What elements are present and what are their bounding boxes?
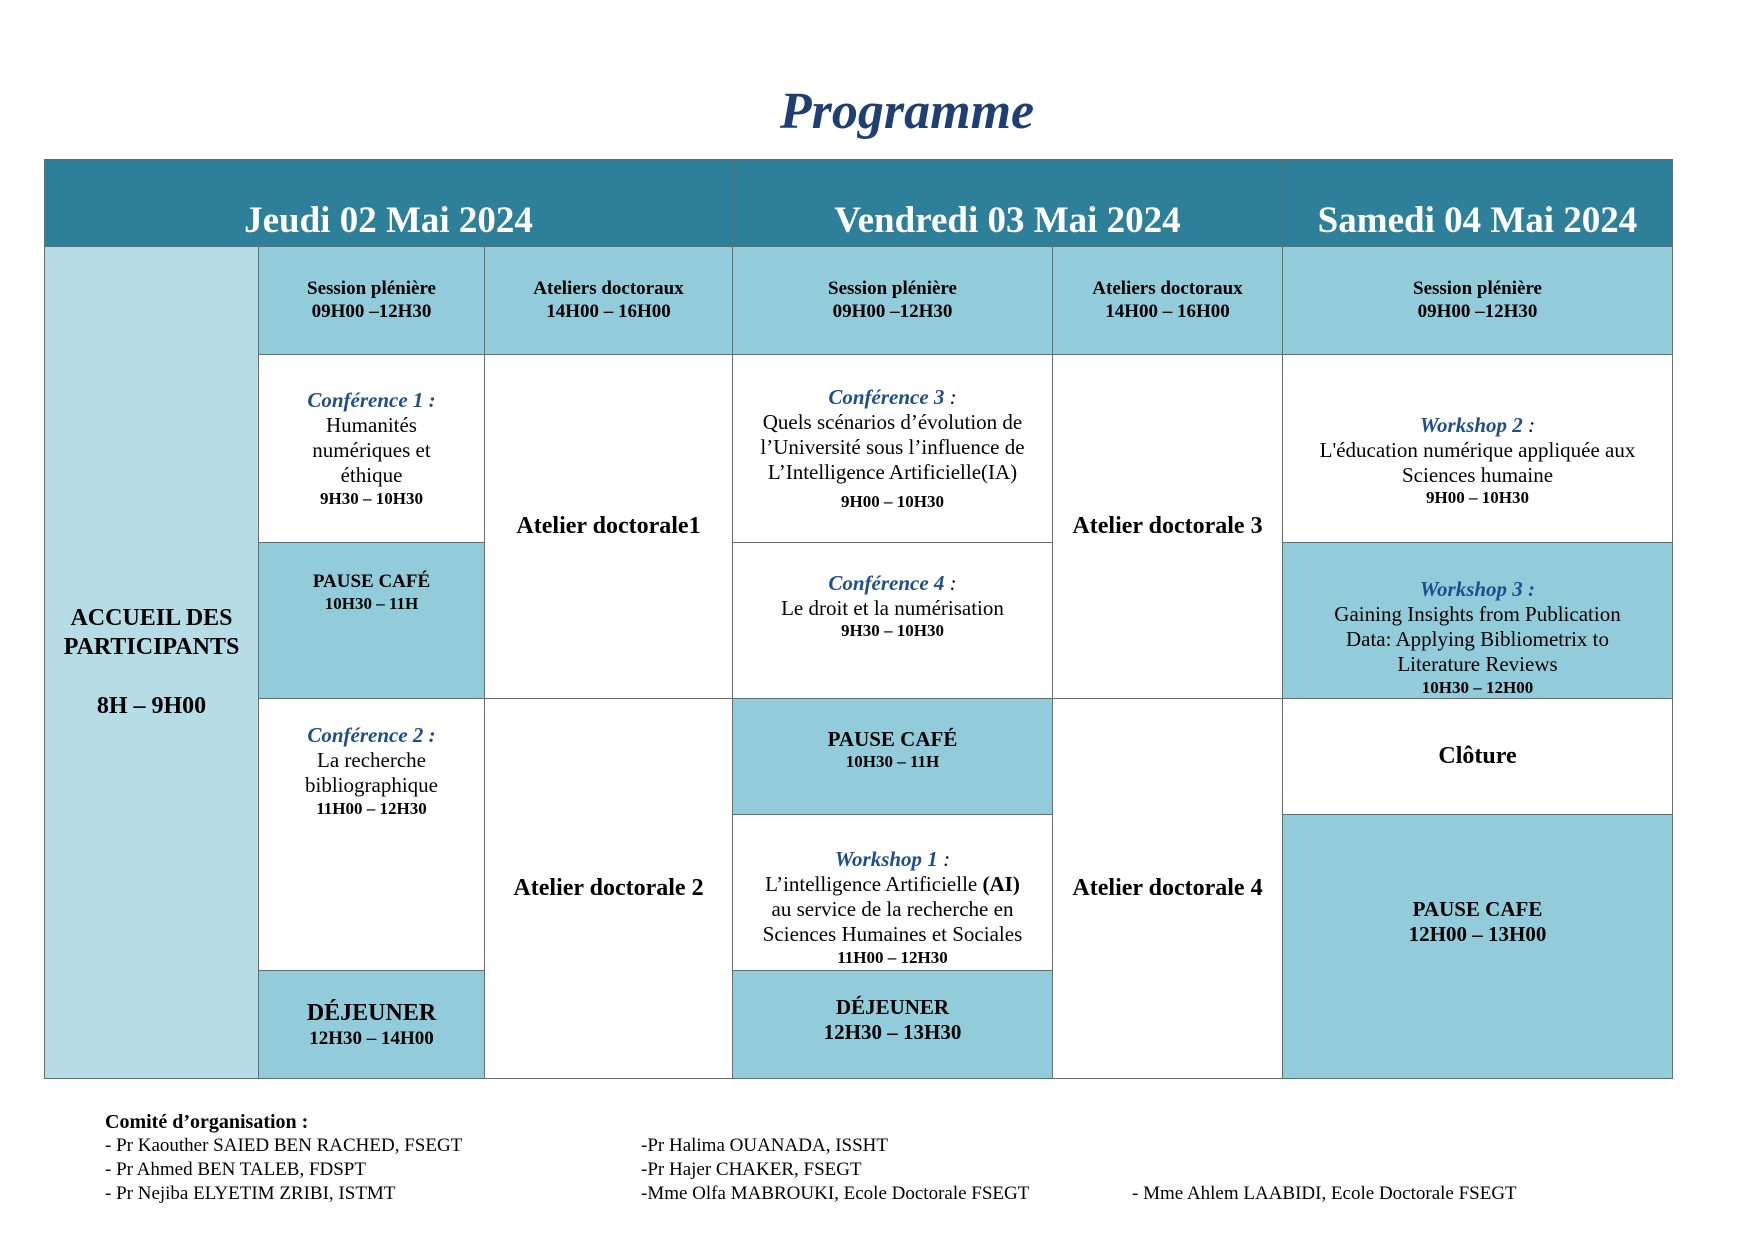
committee-member: -Pr Hajer CHAKER, FSEGT <box>641 1159 862 1180</box>
committee-member: - Mme Ahlem LAABIDI, Ecole Doctorale FSEGT <box>1132 1183 1517 1204</box>
committee-member: -Pr Halima OUANADA, ISSHT <box>641 1135 888 1156</box>
subheader-d2-ateliers: Ateliers doctoraux 14H00 – 16H00 <box>1052 246 1283 355</box>
subheader-d3-plenary: Session plénière 09H00 –12H30 <box>1282 246 1673 355</box>
pause-cafe-d1: PAUSE CAFÉ 10H30 – 11H <box>258 542 485 699</box>
workshop-3: Workshop 3 : Gaining Insights from Publication Data: Applying Bibliometrix to Literature Reviews 10H30 – 12H00 <box>1282 542 1673 699</box>
workshop-1: Workshop 1 : L’intelligence Artificielle (AI) au service de la recherche en Sciences Humaines et Sociales 11H00 – 12H30 <box>732 814 1053 971</box>
committee-member: -Mme Olfa MABROUKI, Ecole Doctorale FSEGT <box>641 1183 1030 1204</box>
committee-member: - Pr Nejiba ELYETIM ZRIBI, ISTMT <box>105 1183 396 1204</box>
atelier-doctorale-1: Atelier doctorale1 <box>484 354 733 699</box>
conference-2: Conférence 2 : La recherche bibliographique 11H00 – 12H30 <box>258 698 485 971</box>
committee-col1 <box>105 1110 462 1206</box>
subheader-d1-plenary: Session plénière 09H00 –12H30 <box>258 246 485 355</box>
dejeuner-d2: DÉJEUNER 12H30 – 13H30 <box>732 970 1053 1079</box>
day-header-1: Jeudi 02 Mai 2024 <box>44 159 733 247</box>
conference-1: Conférence 1 : Humanités numériques et éthique 9H30 – 10H30 <box>258 354 485 543</box>
accueil-participants: ACCUEIL DES PARTICIPANTS 8H – 9H00 <box>44 246 259 1079</box>
day-header-3: Samedi 04 Mai 2024 <box>1282 159 1673 247</box>
conference-3: Conférence 3 : Quels scénarios d’évolution de l’Université sous l’influence de L’Intelligence Artificielle(IA) 9H00 – 10H30 <box>732 354 1053 543</box>
atelier-doctorale-2: Atelier doctorale 2 <box>484 698 733 1079</box>
atelier-doctorale-3: Atelier doctorale 3 <box>1052 354 1283 699</box>
committee-title: Comité d’organisation : <box>105 1111 309 1133</box>
subheader-d1-ateliers: Ateliers doctoraux 14H00 – 16H00 <box>484 246 733 355</box>
cloture: Clôture <box>1282 698 1673 815</box>
pause-cafe-d3: PAUSE CAFE 12H00 – 13H00 <box>1282 814 1673 1079</box>
subheader-d2-plenary: Session plénière 09H00 –12H30 <box>732 246 1053 355</box>
atelier-doctorale-4: Atelier doctorale 4 <box>1052 698 1283 1079</box>
programme-table <box>44 159 1673 1079</box>
committee-col3 <box>1132 1182 1517 1206</box>
workshop-2: Workshop 2 : L'éducation numérique appliquée aux Sciences humaine 9H00 – 10H30 <box>1282 354 1673 543</box>
committee-member: - Pr Kaouther SAIED BEN RACHED, FSEGT <box>105 1135 463 1156</box>
committee-col2 <box>641 1134 1029 1206</box>
conference-4: Conférence 4 : Le droit et la numérisation 9H30 – 10H30 <box>732 542 1053 699</box>
pause-cafe-d2: PAUSE CAFÉ 10H30 – 11H <box>732 698 1053 815</box>
committee-member: - Pr Ahmed BEN TALEB, FDSPT <box>105 1159 366 1180</box>
page-title: Programme <box>779 83 1035 140</box>
day-header-2: Vendredi 03 Mai 2024 <box>732 159 1283 247</box>
dejeuner-d1: DÉJEUNER 12H30 – 14H00 <box>258 970 485 1079</box>
